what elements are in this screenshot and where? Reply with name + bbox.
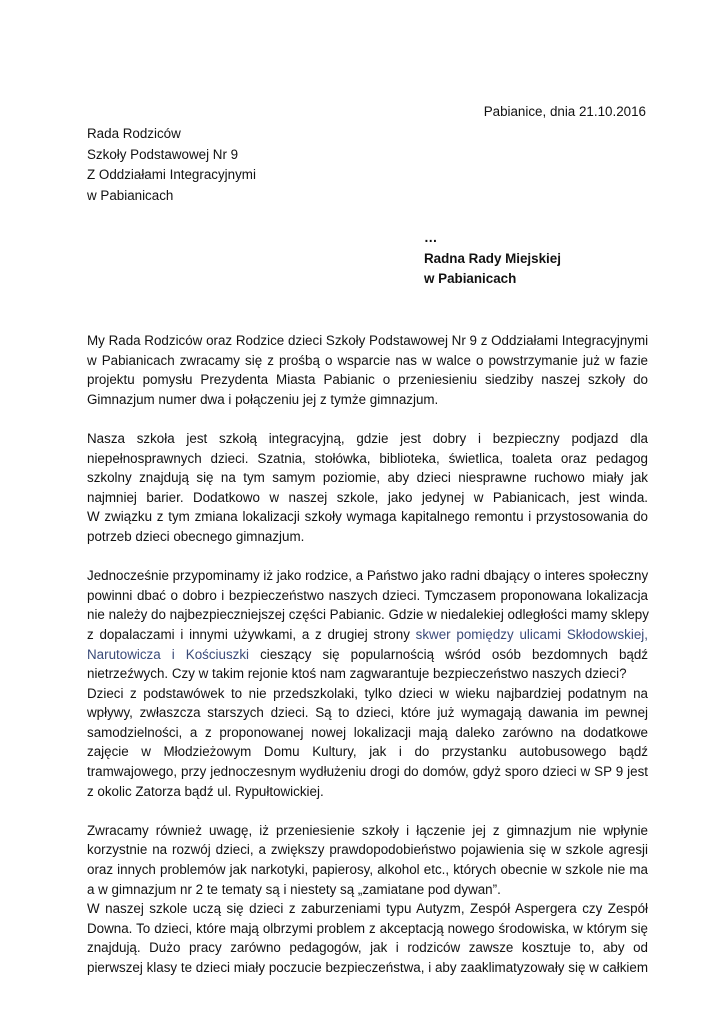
text-line: projektu pomysłu Prezydenta Miasta Pabianic o przeniesieniu siedziby naszej szkoły do [87,372,648,388]
text-line: samodzielności, a z proponowanej nowej lokalizacji mają daleko zarówno na dodatkowe [87,724,648,740]
text-line: powinni dbać o dobro i bezpieczeństwo naszych dzieci. Tymczasem proponowana lokalizacja [87,587,648,603]
paragraph-3 [87,566,648,684]
text-line: Zwracamy również uwagę, iż przeniesienie szkoły i łączenie jej z gimnazjum nie wpłynie [87,822,648,838]
text-fragment: z dopalaczami i innymi używkami, a z drugiej strony [87,626,416,642]
recipient-block [424,228,561,290]
recipient-line: w Pabianicach [424,271,517,286]
text-line: Dzieci z podstawówek to nie przedszkolaki, tylko dzieci w wieku najbardziej podatnym na [87,685,648,701]
recipient-line: Radna Rady Miejskiej [424,250,561,266]
text-line: z okolic Zatorza bądź ul. Rypułtowickiej. [87,783,324,799]
text-line [87,645,648,665]
sender-block [87,124,256,206]
street-reference: Narutowicza i Kościuszki [87,646,250,662]
text-line: Nasza szkoła jest szkołą integracyjną, gdzie jest dobry i bezpieczny podjazd dla [87,430,648,446]
text-line: zajęcie w Młodzieżowym Domu Kultury, jak i do przystanku autobusowego bądź [87,744,648,760]
text-line: pierwszej klasy te dzieci miały poczucie bezpieczeństwa, i aby zaaklimatyzowały się w całkiem [87,960,648,975]
paragraph-4 [87,684,648,802]
sender-line: Z Oddziałami Integracyjnymi [87,167,256,182]
text-line: Downa. To dzieci, które mają olbrzymi problem z akceptacją nowego środowiska, w którym się [87,920,648,936]
paragraph-2 [87,429,648,547]
letter-body [87,331,648,978]
text-line: oraz innych problemów jak narkotyki, papierosy, alkohol etc., których obecnie w szkole nie ma [87,862,648,878]
text-line: potrzeb dzieci obecnego gimnazjum. [87,528,305,544]
text-line: W związku z tym zmiana lokalizacji szkoły wymaga kapitalnego remontu i przystosowania do [87,509,648,525]
text-line: nie należy do najbezpieczniejszej części Pabianic. Gdzie w niedalekiej odległości mamy sklepy [87,607,649,623]
text-line: tramwajowego, przy jednoczesnym wydłużeniu drogi do domów, gdyż sporo dzieci w SP 9 jest [87,764,648,780]
sender-line: Szkoły Podstawowej Nr 9 [87,146,239,162]
sender-line: Rada Rodziców [87,126,181,141]
text-line: w Pabianicach zwracamy się z prośbą o wsparcie nas w walce o powstrzymanie już w fazie [87,352,648,368]
street-reference: skwer pomiędzy ulicami Skłodowskiej, [415,626,648,642]
text-fragment: cieszący się popularnością wśród osób bezdomnych bądź [249,646,649,662]
text-line: wpływy, zwłaszcza starszych dzieci. Są to dzieci, które już wymagają dawania im pewnej [87,705,648,721]
paragraph-5 [87,821,648,899]
text-line: najmniej barier. Dodatkowo w naszej szkole, jako jedynej w Pabianicach, jest winda. [87,489,648,505]
paragraph-6 [87,899,648,977]
text-line: W naszej szkole uczą się dzieci z zaburzeniami typu Autyzm, Zespół Aspergera czy Zespół [87,901,648,917]
text-line: Jednocześnie przypominamy iż jako rodzice, a Państwo jako radni dbający o interes społeczny [87,568,649,584]
letter-date: Pabianice, dnia 21.10.2016 [483,104,646,119]
text-line: My Rada Rodziców oraz Rodzice dzieci Szkoły Podstawowej Nr 9 z Oddziałami Integracyjnymi [87,333,649,348]
text-line: korzystnie na rozwój dzieci, a zwiększy prawdopodobieństwo pojawienia się w szkole agresji [87,842,648,858]
text-line: znajdują. Dużo pracy zarówno pedagogów, jak i rodziców zawsze kosztuje to, aby od [87,940,648,956]
text-line: niepełnosprawnych dzieci. Szatnia, stołówka, biblioteka, świetlica, toaleta oraz pedagog [87,450,648,466]
text-line [87,625,648,645]
paragraph-1 [87,331,648,409]
text-line: a w gimnazjum nr 2 te tematy są i niestety są „zamiatane pod dywan”. [87,881,501,897]
recipient-line: … [424,230,438,245]
text-line: szkolny znajdują się na tym samym poziomie, aby dzieci niesprawne ruchowo miały jak [87,470,648,486]
text-line: nietrzeźwych. Czy w takim rejonie ktoś nam zagwarantuje bezpieczeństwo naszych dzieci? [87,666,627,682]
text-line: Gimnazjum numer dwa i połączeniu jej z tymże gimnazjum. [87,391,439,407]
sender-line: w Pabianicach [87,187,174,203]
